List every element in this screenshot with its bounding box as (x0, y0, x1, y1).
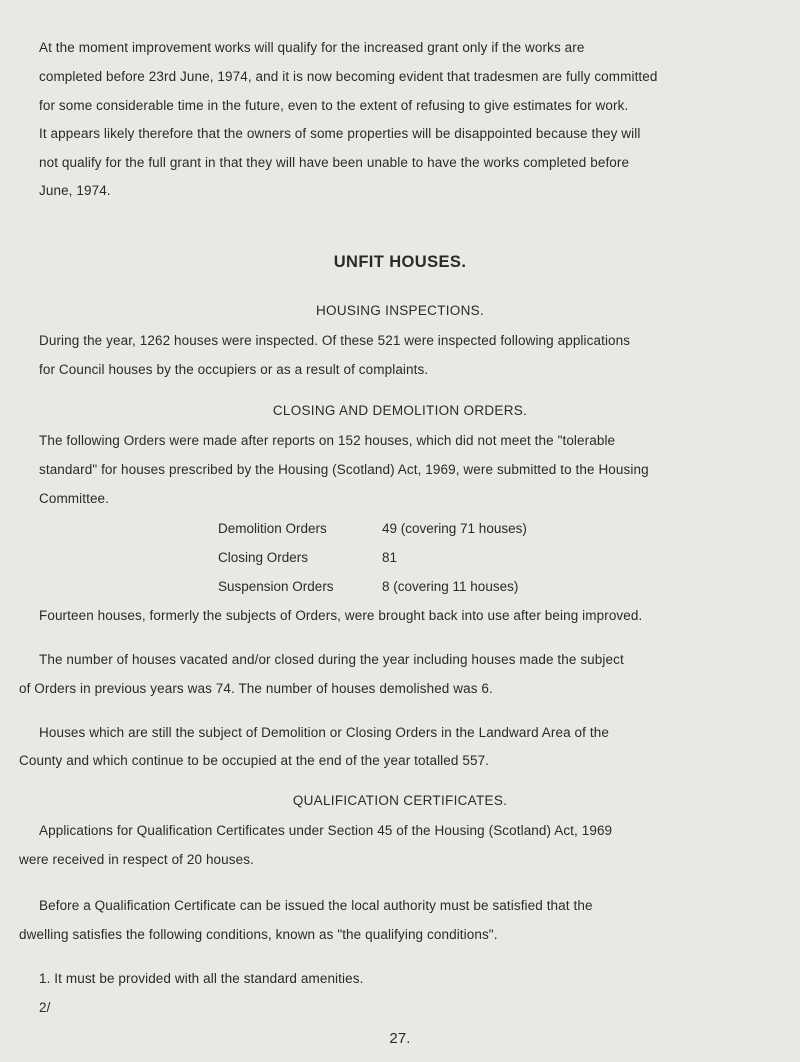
landward-line-2: County and which continue to be occupied at the end of the year totalled 557. (19, 753, 490, 768)
before-line-2: dwelling satisfies the following conditions, known as "the qualifying conditions". (19, 927, 498, 942)
order-value: 81 (382, 550, 398, 565)
before-line-1: Before a Qualification Certificate can be issued the local authority must be satisfied that the (39, 898, 593, 913)
closing-line-2: standard" for houses prescribed by the Housing (Scotland) Act, 1969, were submitted to the Housing (39, 462, 649, 477)
housing-inspections-heading: HOUSING INSPECTIONS. (315, 303, 485, 318)
intro-line-2: completed before 23rd June, 1974, and it is now becoming evident that tradesmen are fully committed (39, 69, 658, 84)
inspections-line-2: for Council houses by the occupiers or as a result of complaints. (39, 362, 429, 377)
order-label: Demolition Orders (218, 521, 327, 536)
vacated-line-1: The number of houses vacated and/or closed during the year including houses made the subject (39, 652, 624, 667)
closing-line-1: The following Orders were made after reports on 152 houses, which did not meet the "tolerable (39, 433, 616, 448)
vacated-line-2: of Orders in previous years was 74. The number of houses demolished was 6. (19, 681, 493, 696)
order-label: Suspension Orders (218, 579, 334, 594)
intro-line-1: At the moment improvement works will qualify for the increased grant only if the works are (39, 40, 585, 55)
order-value: 8 (covering 11 houses) (382, 579, 519, 594)
closing-line-3: Committee. (39, 491, 110, 506)
unfit-houses-title: UNFIT HOUSES. (333, 253, 467, 271)
intro-line-3: for some considerable time in the future, even to the extent of refusing to give estimates for work. (39, 98, 629, 113)
applications-line-2: were received in respect of 20 houses. (19, 852, 254, 867)
applications-line-1: Applications for Qualification Certificates under Section 45 of the Housing (Scotland) Act, 1969 (39, 823, 613, 838)
closing-demolition-heading: CLOSING AND DEMOLITION ORDERS. (272, 403, 528, 418)
continued-marker: 2/ (39, 1000, 51, 1015)
page-number: 27. (389, 1030, 411, 1047)
order-value: 49 (covering 71 houses) (382, 521, 527, 536)
inspections-line-1: During the year, 1262 houses were inspected. Of these 521 were inspected following applications (39, 333, 631, 348)
fourteen-houses-line: Fourteen houses, formerly the subjects of Orders, were brought back into use after being improved. (39, 608, 643, 623)
landward-line-1: Houses which are still the subject of Demolition or Closing Orders in the Landward Area of the (39, 725, 609, 740)
order-label: Closing Orders (218, 550, 309, 565)
intro-line-5: not qualify for the full grant in that they will have been unable to have the works completed before (39, 155, 630, 170)
qualification-certificates-heading: QUALIFICATION CERTIFICATES. (292, 793, 508, 808)
intro-line-6: June, 1974. (39, 183, 111, 198)
condition-item-1: 1. It must be provided with all the standard amenities. (39, 971, 364, 986)
intro-line-4: It appears likely therefore that the owners of some properties will be disappointed because they will (39, 126, 641, 141)
